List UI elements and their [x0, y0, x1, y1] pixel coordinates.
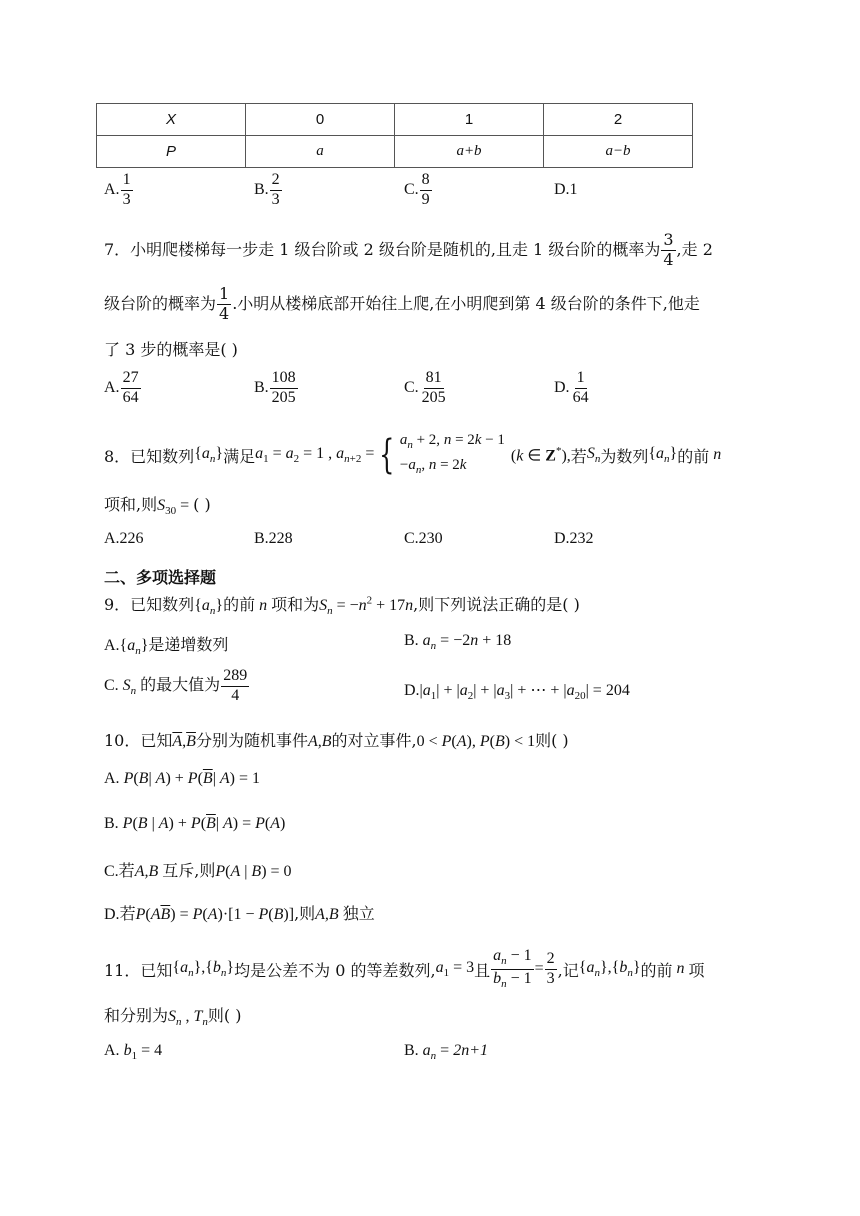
- q6-option-c[interactable]: C. $\frac{8}{9}$: [404, 171, 430, 208]
- q8-option-a[interactable]: A.226: [104, 530, 144, 547]
- q10-stem: 10．已知$\overline{A},\overline{B}$分别为随机事件A,B的对立事件,0 < P(A), P(B) < 1则( ): [104, 731, 569, 750]
- q9-option-b[interactable]: B. $a_n = -2n + 18$: [404, 632, 512, 653]
- q10-option-d[interactable]: D.若$P(A\overline{B}) = P(A)\cdot[1 - P(B)]$,则A,B 独立: [104, 904, 375, 923]
- q7-option-d[interactable]: D. $\frac{1}{64}$: [554, 369, 589, 406]
- q7-line-1: 7．小明爬楼梯每一步走 1 级台阶或 2 级台阶是随机的,且走 1 级台阶的概率为 $\frac{3}{4}$ ,走 2: [104, 230, 713, 269]
- table-cell: 2: [544, 104, 693, 136]
- q10-option-a[interactable]: A. P(B| $A) + P(\overline{B}|$ A) = 1: [104, 770, 261, 787]
- q6-option-a[interactable]: A. $\frac{1}{3}$: [104, 171, 131, 208]
- table-cell: X: [97, 104, 246, 136]
- q11-option-b[interactable]: B. $a_n = 2n+1$: [404, 1042, 488, 1063]
- q7-line-2: 级台阶的概率为 $\frac{1}{4}$ .小明从楼梯底部开始往上爬,在小明爬到第 4 级台阶的条件下,他走: [104, 284, 700, 323]
- q10-option-b[interactable]: B. P(B | $A) + P(\overline{B}|$ A) = P(A): [104, 815, 286, 832]
- q7-option-c[interactable]: C. $\frac{81}{205}$: [404, 369, 446, 406]
- table-cell: a: [246, 136, 395, 168]
- q9-option-c[interactable]: C. $S_n$ 的最大值为 $\frac{289}{4}$: [104, 667, 248, 704]
- q11-line-1: 11．已知 $\{a_n\},\{b_n\}$ 均是公差不为 0 的等差数列, $a_1 = 3$ 且 $\frac{a_n - 1}{b_n - 1}$ = $\frac{2}{3}$ ,记 $\{a_n\},\{b_n\}$ 的前 n 项: [104, 947, 705, 990]
- q9-option-a[interactable]: $A.\{a_n\}$是递增数列: [104, 635, 229, 658]
- q10-option-c[interactable]: C.若A,B 互斥,则P(A | B) = 0: [104, 861, 292, 880]
- q9-option-d[interactable]: $D.|a_1| + |a_2| + |a_3|$ + ⋯ + $|a_{20}| = 204$: [404, 682, 630, 703]
- table-row: [97, 136, 693, 168]
- section-heading: 二、多项选择题: [104, 568, 217, 587]
- q8-line-1: 8．已知数列 $\{a_n\}$ 满足 $a_1 = a_2 = 1$ , $a_{n+2}$ = { $a_n + 2$, n = 2k − 1 $-a_n$, n = 2k (k ∈ Z*), 若 $S_n$ 为数列 $\{a_n\}$ 的前 n: [104, 432, 722, 478]
- table-cell: a+b: [395, 136, 544, 168]
- q6-option-b[interactable]: B. $\frac{2}{3}$: [254, 171, 280, 208]
- table-row: [97, 104, 693, 136]
- distribution-table: [96, 103, 693, 168]
- table-cell: P: [97, 136, 246, 168]
- q8-option-d[interactable]: D.232: [554, 530, 594, 547]
- q9-stem: 9．已知数列$\{a_n\}$的前 n 项和为$S_n = -n^2 + 17n$,则下列说法正确的是( ): [104, 594, 580, 618]
- q8-line-2: 项和,则$S_{30}$ = ( ): [104, 495, 211, 518]
- q11-option-a[interactable]: A. $b_1 = 4$: [104, 1042, 163, 1063]
- table-cell: 0: [246, 104, 395, 136]
- q7-line-3: 了 3 步的概率是( ): [104, 340, 238, 359]
- q6-option-d[interactable]: D.1: [554, 181, 578, 198]
- q8-option-c[interactable]: C.230: [404, 530, 443, 547]
- table-cell: 1: [395, 104, 544, 136]
- q7-option-a[interactable]: A. $\frac{27}{64}$: [104, 369, 139, 406]
- table-cell: a−b: [544, 136, 693, 168]
- q7-option-b[interactable]: B. $\frac{108}{205}$: [254, 369, 296, 406]
- q11-line-2: 和分别为$S_n$ , $T_n$则( ): [104, 1006, 242, 1029]
- q8-option-b[interactable]: B.228: [254, 530, 293, 547]
